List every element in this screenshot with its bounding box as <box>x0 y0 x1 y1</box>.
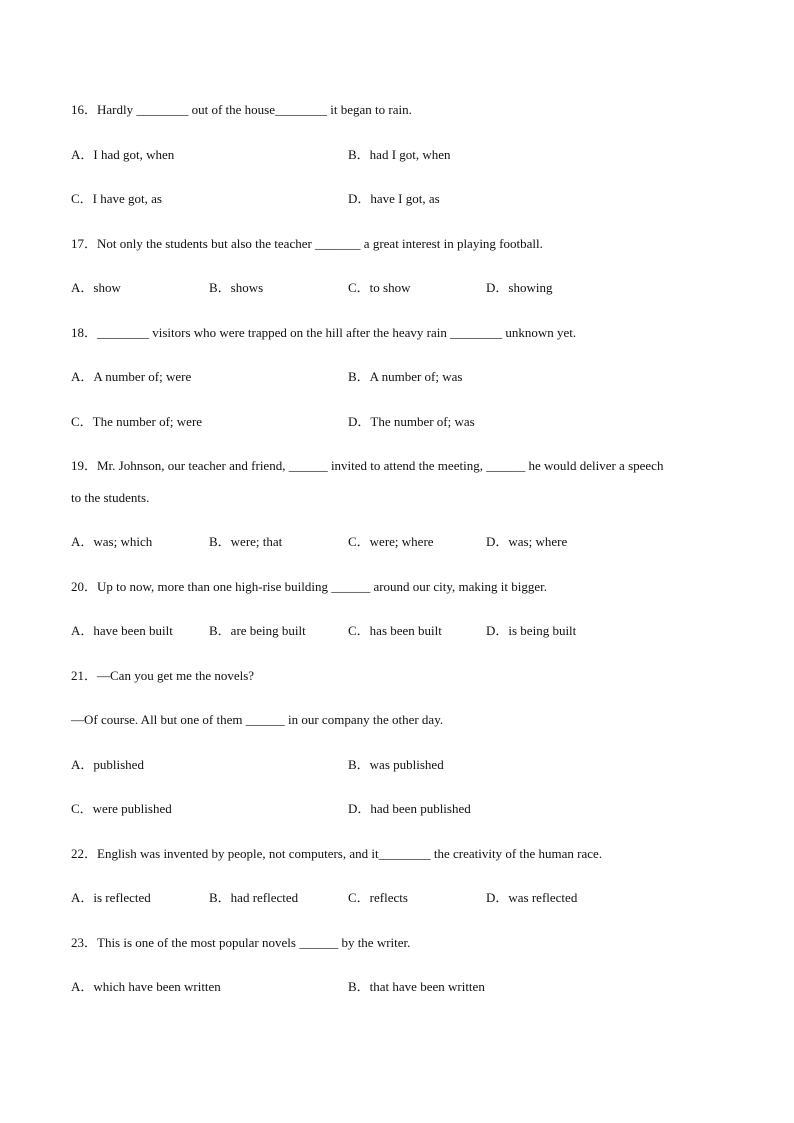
question-20-option-d: D．is being built <box>486 623 577 638</box>
question-21-option-c: C．were published <box>71 801 172 816</box>
question-23-option-a: A．which have been written <box>71 979 221 994</box>
question-16-option-d: D．have I got, as <box>348 191 440 206</box>
question-21-option-d: D．had been published <box>348 801 471 816</box>
question-16-stem: 16．Hardly ________ out of the house________ it began to rain. <box>71 102 412 117</box>
question-17-option-c: C．to show <box>348 280 411 295</box>
question-22-stem: 22．English was invented by people, not computers, and it________ the creativity of the human race. <box>71 846 603 861</box>
question-23-option-b: B．that have been written <box>348 979 485 994</box>
question-21-option-a: A．published <box>71 757 144 772</box>
question-19-stem: 19．Mr. Johnson, our teacher and friend, ______ invited to attend the meeting, ______ he would deliver a speech <box>71 458 664 473</box>
question-17-option-a: A．show <box>71 280 121 295</box>
question-17-option-b: B．shows <box>209 280 264 295</box>
question-22-option-c: C．reflects <box>348 890 408 905</box>
question-20-option-a: A．have been built <box>71 623 173 638</box>
question-18-option-b: B．A number of; was <box>348 369 463 384</box>
question-18-option-a: A．A number of; were <box>71 369 192 384</box>
question-19-stem-continued: to the students. <box>71 490 150 505</box>
question-17-stem: 17．Not only the students but also the teacher _______ a great interest in playing football. <box>71 236 543 251</box>
question-19-option-b: B．were; that <box>209 534 283 549</box>
question-18-option-c: C．The number of; were <box>71 414 203 429</box>
question-23-stem: 23．This is one of the most popular novels ______ by the writer. <box>71 935 411 950</box>
question-22-option-a: A．is reflected <box>71 890 151 905</box>
question-19-option-d: D．was; where <box>486 534 568 549</box>
question-22-option-d: D．was reflected <box>486 890 578 905</box>
question-21-stem-continued: —Of course. All but one of them ______ in our company the other day. <box>71 712 444 727</box>
question-21-stem: 21．—Can you get me the novels? <box>71 668 255 683</box>
question-20-option-b: B．are being built <box>209 623 306 638</box>
question-18-stem: 18．________ visitors who were trapped on the hill after the heavy rain ________ unknown yet. <box>71 325 577 340</box>
question-22-option-b: B．had reflected <box>209 890 299 905</box>
question-19-option-a: A．was; which <box>71 534 153 549</box>
question-16-option-a: A．I had got, when <box>71 147 175 162</box>
question-18-option-d: D．The number of; was <box>348 414 475 429</box>
question-17-option-d: D．showing <box>486 280 553 295</box>
question-20-stem: 20．Up to now, more than one high-rise building ______ around our city, making it bigger. <box>71 579 547 594</box>
question-20-option-c: C．has been built <box>348 623 442 638</box>
question-16-option-c: C．I have got, as <box>71 191 162 206</box>
question-16-option-b: B．had I got, when <box>348 147 451 162</box>
question-21-option-b: B．was published <box>348 757 444 772</box>
question-19-option-c: C．were; where <box>348 534 434 549</box>
